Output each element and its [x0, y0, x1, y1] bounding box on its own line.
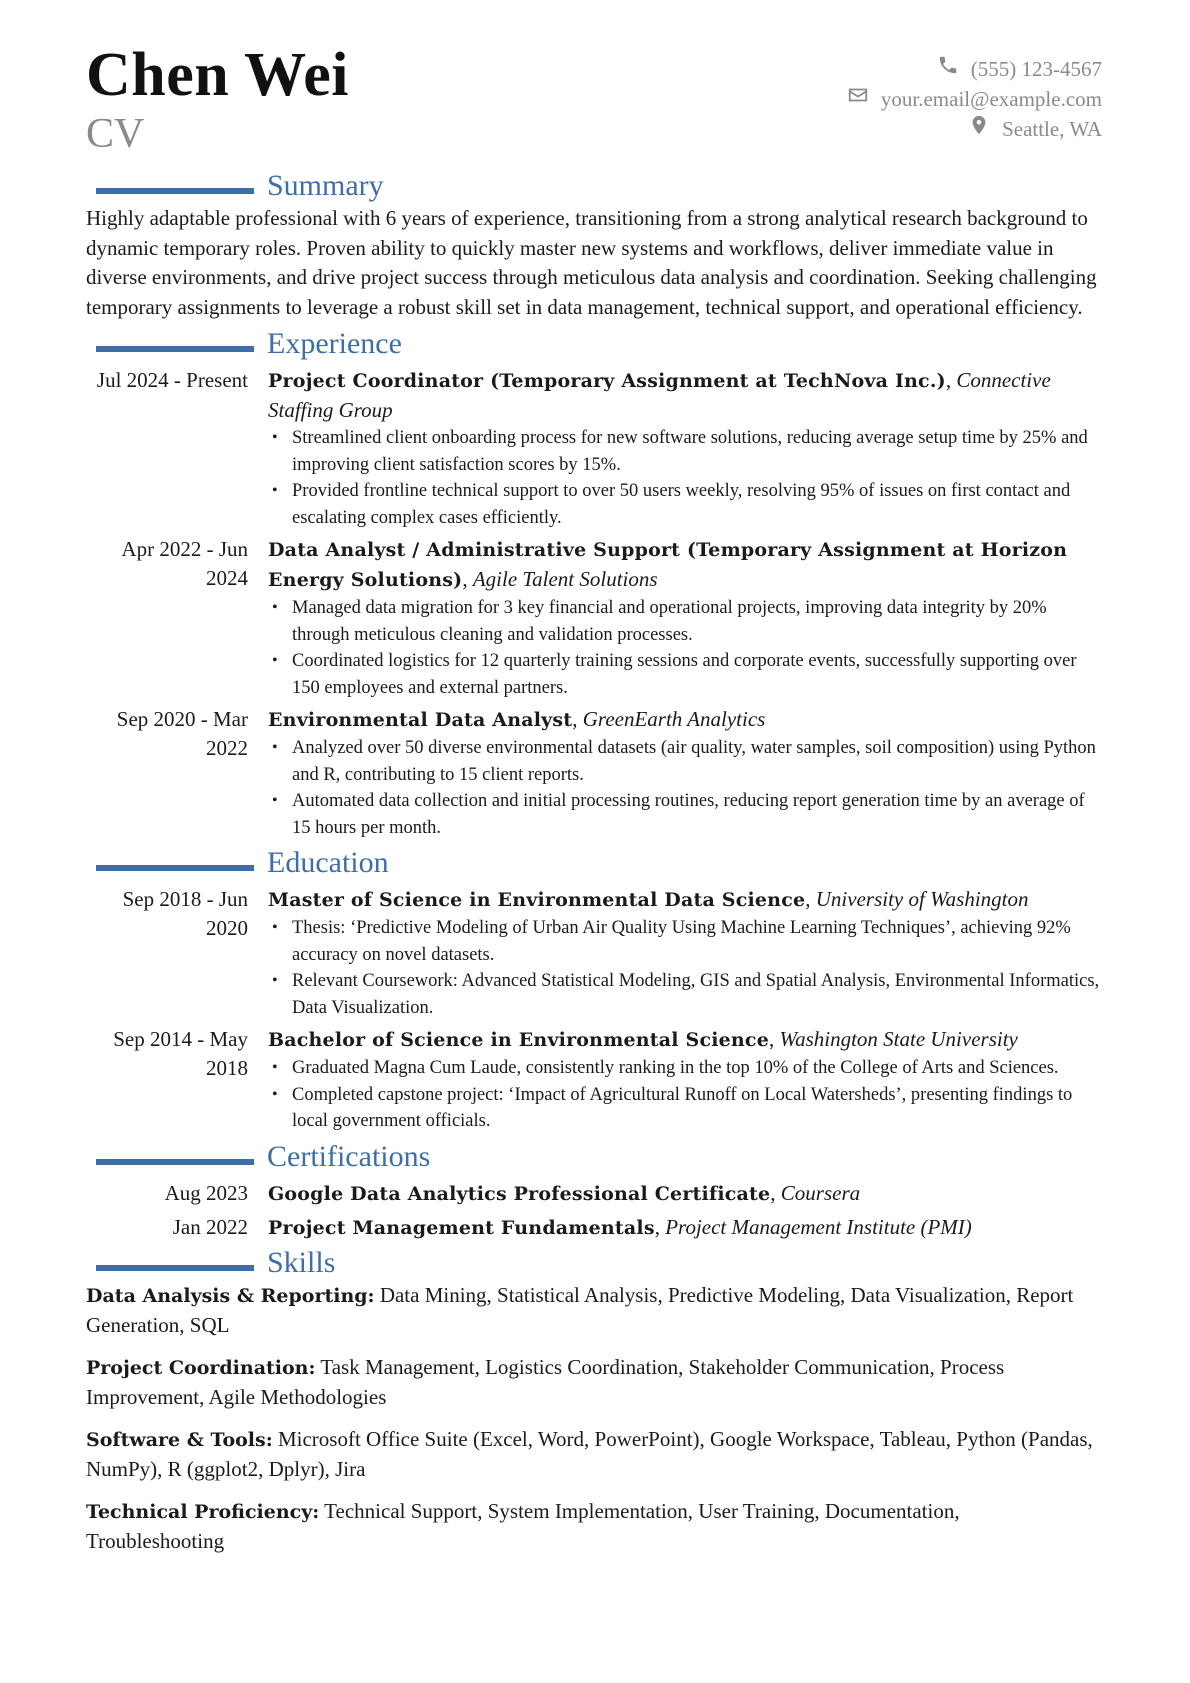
section-bar	[96, 188, 254, 194]
section-title: Certifications	[267, 1139, 431, 1173]
entry-bullets	[268, 915, 1102, 1021]
entry-org: University of Washington	[815, 887, 1029, 911]
section-bar	[96, 1265, 254, 1271]
phone-icon	[937, 54, 959, 84]
entry-org: Washington State University	[779, 1027, 1018, 1051]
entry-date: Sep 2018 - Jun 2020	[122, 887, 248, 940]
entry-title: Project Management Fundamentals	[268, 1216, 655, 1239]
skill-value: Technical Support, System Implementation, User Training, Documentation, Troubleshooting	[86, 1498, 960, 1553]
entry-title: Project Coordinator (Temporary Assignment at TechNova Inc.)	[268, 370, 946, 392]
skill-group	[86, 1281, 1102, 1341]
skill-group	[86, 1353, 1102, 1413]
section-education-heading	[86, 847, 1102, 881]
contact-location	[847, 114, 1102, 144]
list-item: • Managed data migration for 3 key financial and operational projects, improving data integrity by 20% through meticulous cleaning and validation processes.	[292, 595, 1102, 648]
skill-label: Data Analysis & Reporting:	[86, 1284, 375, 1307]
entry-title: Bachelor of Science in Environmental Science	[268, 1029, 769, 1051]
entry-body: Project Management Fundamentals, Project Management Institute (PMI)	[268, 1214, 972, 1239]
cv-page	[86, 40, 1102, 1569]
skill-group	[86, 1425, 1102, 1485]
skill-group	[86, 1497, 1102, 1557]
entry-title: Master of Science in Environmental Data Science	[268, 889, 806, 911]
entry-org: Coursera	[780, 1180, 861, 1205]
skill-value: Task Management, Logistics Coordination, Stakeholder Communication, Process Improvement, Agile Methodologies	[86, 1354, 1005, 1409]
entry-date: Aug 2023	[164, 1180, 248, 1205]
entry-date: Apr 2022 - Jun 2024	[121, 537, 248, 590]
skill-label: Software & Tools:	[86, 1428, 273, 1451]
entry-bullets	[268, 1055, 1102, 1135]
entry-bullets	[268, 425, 1102, 531]
section-title: Education	[267, 846, 389, 879]
entry-date: Jan 2022	[172, 1214, 248, 1239]
entry-title: Environmental Data Analyst	[268, 709, 573, 731]
location-text: Seattle, WA	[1002, 117, 1102, 141]
entry-org: Project Management Institute (PMI)	[665, 1214, 972, 1239]
phone-number: (555) 123-4567	[970, 57, 1102, 81]
entry-org: Agile Talent Solutions	[472, 567, 658, 591]
email-address[interactable]: your.email@example.com	[880, 87, 1102, 111]
list-item: • Graduated Magna Cum Laude, consistently ranking in the top 10% of the College of Arts and Sciences.	[292, 1055, 1102, 1082]
list-item: • Automated data collection and initial processing routines, reducing report generation time by an average of 15 hours per month.	[292, 788, 1102, 841]
experience-entry	[86, 366, 1102, 531]
education-entry	[86, 1025, 1102, 1135]
skill-label: Project Coordination:	[86, 1356, 316, 1379]
section-skills-heading	[86, 1247, 1102, 1281]
section-title: Skills	[267, 1245, 336, 1279]
section-bar	[96, 865, 254, 871]
list-item: • Relevant Coursework: Advanced Statistical Modeling, GIS and Spatial Analysis, Environmental Informatics, Data Visualization.	[292, 968, 1102, 1021]
entry-title: Google Data Analytics Professional Certificate	[268, 1182, 771, 1205]
entry-body: Environmental Data Analyst, GreenEarth Analytics • Analyzed over 50 diverse environmental datasets (air quality, water samples, soil composition) using Python and R, contributing to 15 client reports. • Automated data collection and initial processing routines, reducing report generation time by an average of 15 hours per month.	[268, 705, 1102, 841]
contact-phone	[847, 54, 1102, 84]
education-entry	[86, 885, 1102, 1021]
summary-text: Highly adaptable professional with 6 years of experience, transitioning from a strong analytical research background to dynamic temporary roles. Proven ability to quickly master new systems and workflows, deliver immediate value in diverse environments, and drive project success through meticulous data analysis and coordination. Seeking challenging temporary assignments to leverage a robust skill set in data management, technical support, and operational efficiency.	[86, 206, 1097, 319]
section-certifications-heading	[86, 1141, 1102, 1175]
map-pin-icon	[968, 114, 990, 144]
candidate-name: Chen Wei	[86, 41, 349, 109]
entry-body: Data Analyst / Administrative Support (Temporary Assignment at Horizon Energy Solutions), Agile Talent Solutions • Managed data migration for 3 key financial and operational projects, improving data integrity by 20% through meticulous cleaning and validation processes. • Coordinated logistics for 12 quarterly training sessions and corporate events, successfully supporting over 150 employees and external partners.	[268, 535, 1102, 701]
experience-entry	[86, 705, 1102, 841]
entry-body: Bachelor of Science in Environmental Science, Washington State University • Graduated Magna Cum Laude, consistently ranking in the top 10% of the College of Arts and Sciences. • Completed capstone project: ‘Impact of Agricultural Runoff on Local Watersheds’, presenting findings to local government officials.	[268, 1025, 1102, 1135]
entry-org: Connective Staffing Group	[268, 368, 1051, 422]
entry-date: Sep 2014 - May 2018	[113, 1027, 248, 1080]
skill-value: Microsoft Office Suite (Excel, Word, PowerPoint), Google Workspace, Tableau, Python (Pandas, NumPy), R (ggplot2, Dplyr), Jira	[86, 1426, 1093, 1481]
experience-entry	[86, 535, 1102, 701]
section-summary-heading	[86, 170, 1102, 204]
envelope-icon	[847, 84, 869, 114]
entry-bullets	[268, 595, 1102, 701]
document-subtitle: CV	[86, 111, 145, 157]
list-item: • Provided frontline technical support to over 50 users weekly, resolving 95% of issues on first contact and escalating complex cases efficiently.	[292, 478, 1102, 531]
section-experience-heading	[86, 328, 1102, 362]
cv-header	[86, 40, 1102, 170]
section-bar	[96, 346, 254, 352]
certification-entry	[86, 1179, 1102, 1209]
skill-label: Technical Proficiency:	[86, 1500, 320, 1523]
list-item: • Coordinated logistics for 12 quarterly training sessions and corporate events, successfully supporting over 150 employees and external partners.	[292, 648, 1102, 701]
section-title: Summary	[267, 169, 384, 202]
list-item: • Thesis: ‘Predictive Modeling of Urban Air Quality Using Machine Learning Techniques’, achieving 92% accuracy on novel datasets.	[292, 915, 1102, 968]
section-bar	[96, 1159, 254, 1165]
entry-date: Sep 2020 - Mar 2022	[116, 707, 248, 760]
entry-body: Master of Science in Environmental Data Science, University of Washington • Thesis: ‘Predictive Modeling of Urban Air Quality Using Machine Learning Techniques’, achieving 92% accuracy on novel datasets. • Relevant Coursework: Advanced Statistical Modeling, GIS and Spatial Analysis, Environmental Informatics, Data Visualization.	[268, 885, 1102, 1021]
list-item: • Completed capstone project: ‘Impact of Agricultural Runoff on Local Watersheds’, presenting findings to local government officials.	[292, 1082, 1102, 1135]
list-item: • Analyzed over 50 diverse environmental datasets (air quality, water samples, soil composition) using Python and R, contributing to 15 client reports.	[292, 735, 1102, 788]
entry-body: Project Coordinator (Temporary Assignment at TechNova Inc.), Connective Staffing Group • Streamlined client onboarding process for new software solutions, reducing average setup time by 25% and improving client satisfaction scores by 15%. • Provided frontline technical support to over 50 users weekly, resolving 95% of issues on first contact and escalating complex cases efficiently.	[268, 366, 1102, 531]
contact-email	[847, 84, 1102, 114]
entry-body: Google Data Analytics Professional Certificate, Coursera	[268, 1180, 861, 1205]
entry-title: Data Analyst / Administrative Support (Temporary Assignment at Horizon Energy Solutions)	[268, 539, 1068, 591]
section-title: Experience	[267, 327, 402, 360]
entry-bullets	[268, 735, 1102, 841]
list-item: • Streamlined client onboarding process for new software solutions, reducing average setup time by 25% and improving client satisfaction scores by 15%.	[292, 425, 1102, 478]
certification-entry	[86, 1213, 1102, 1243]
contact-block	[847, 54, 1102, 144]
entry-org: GreenEarth Analytics	[582, 707, 766, 731]
entry-date: Jul 2024 - Present	[96, 368, 248, 392]
skill-value: Data Mining, Statistical Analysis, Predictive Modeling, Data Visualization, Report Generation, SQL	[86, 1282, 1074, 1337]
